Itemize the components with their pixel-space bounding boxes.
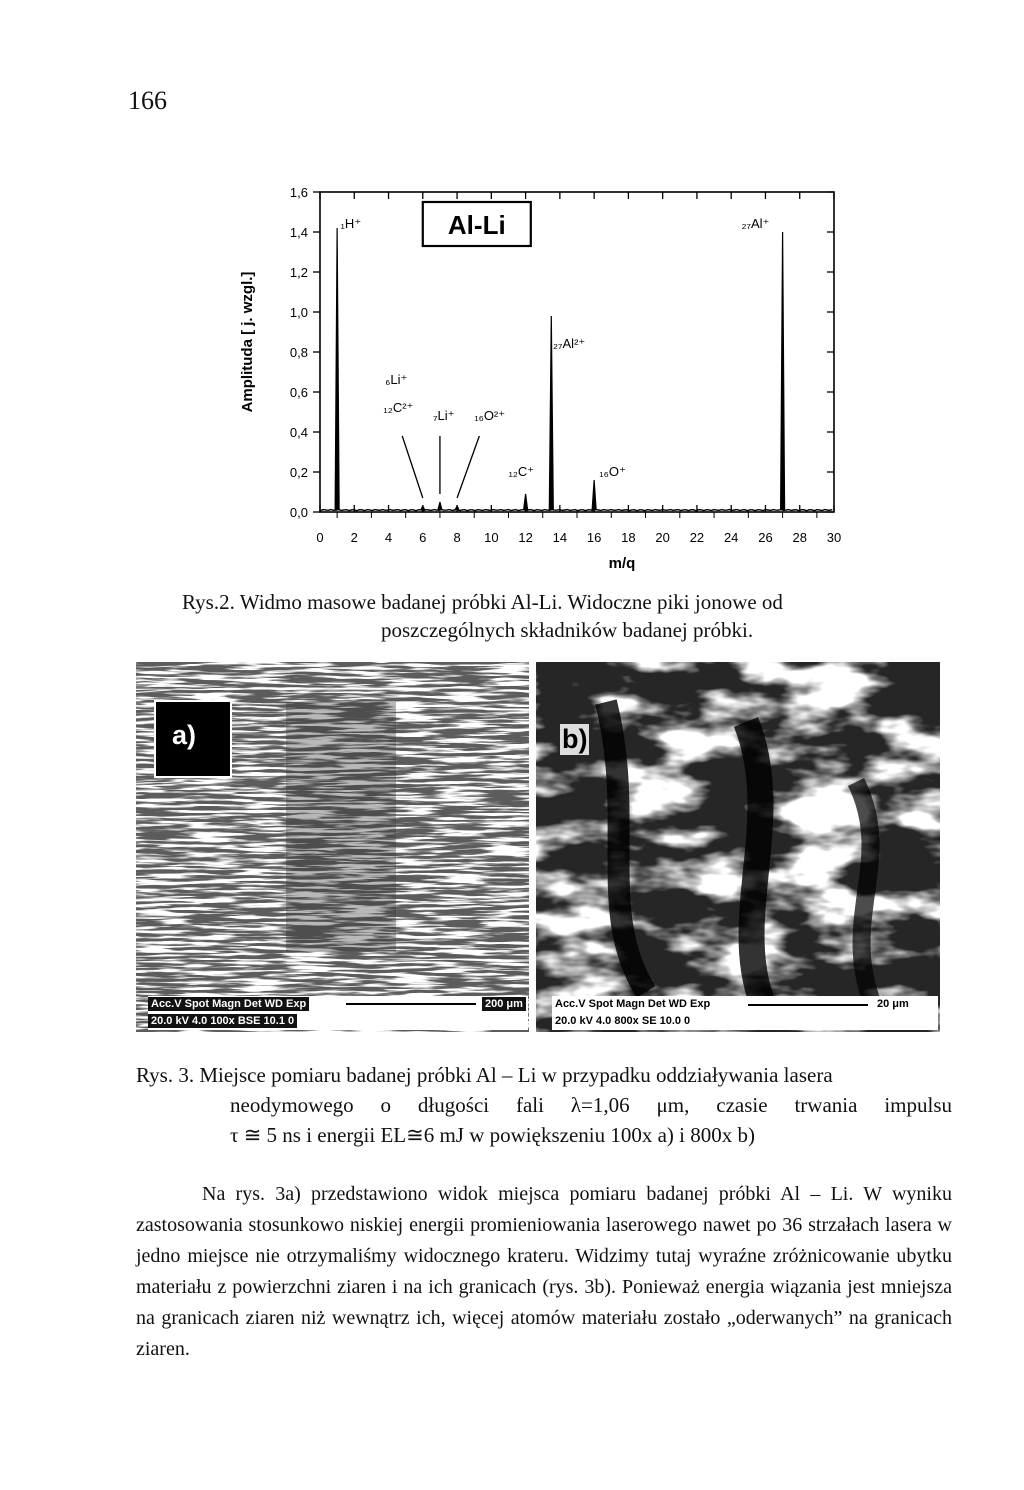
figure3-caption-line1: Rys. 3. Miejsce pomiaru badanej próbki Al – Li w przypadku oddziaływania lasera — [136, 1063, 833, 1087]
x-tick-label: 16 — [586, 530, 602, 545]
sem-bar-b-row2: 20.0 kV 4.0 800x SE 10.0 0 — [555, 1015, 691, 1027]
scale-bar-b — [748, 1004, 868, 1006]
chart-title: Al-Li — [447, 210, 506, 240]
mass-spectrum-chart — [228, 170, 868, 590]
scale-label-a: 200 μm — [482, 997, 526, 1011]
peak-annotation: ₁₂C²⁺ — [383, 400, 414, 415]
spectrum-peak — [438, 502, 442, 510]
y-tick-label: 1,2 — [289, 265, 308, 280]
spectrum-peak — [421, 506, 425, 510]
peak-annotation: ₁H⁺ — [340, 216, 362, 231]
x-tick-label: 0 — [316, 530, 324, 545]
y-tick-label: 1,6 — [289, 185, 308, 200]
y-tick-label: 1,0 — [289, 305, 308, 320]
x-tick-label: 12 — [518, 530, 533, 545]
x-tick-label: 20 — [655, 530, 670, 545]
y-tick-label: 0,8 — [289, 345, 308, 360]
figure3-caption-line3: τ ≅ 5 ns i energii EL≅6 mJ w powiększeniu 100x a) i 800x b) — [230, 1123, 755, 1147]
spectrum-peak — [592, 480, 596, 510]
peak-annotation: ₆Li⁺ — [385, 372, 408, 387]
x-tick-label: 4 — [384, 530, 393, 545]
panel-b-label: b) — [562, 724, 588, 754]
x-axis-label: m/q — [608, 555, 636, 572]
peak-annotation: ₁₆O²⁺ — [474, 408, 506, 423]
sem-bar-b-row1: Acc.V Spot Magn Det WD Exp — [555, 998, 711, 1010]
y-tick-label: 1,4 — [289, 225, 308, 240]
sem-bar-a — [148, 996, 528, 1030]
scale-bar-a — [346, 1003, 476, 1005]
baseline-trace — [321, 510, 832, 511]
y-tick-label: 0,4 — [289, 425, 308, 440]
sem-bar-b — [552, 996, 938, 1030]
spectrum-peak — [524, 494, 528, 510]
figure3-caption-line2: neodymowego o długości fali λ=1,06 μm, czasie trwania impulsu — [230, 1093, 952, 1117]
sem-bar-a-row2: 20.0 kV 4.0 100x BSE 10.1 0 — [148, 1014, 297, 1028]
spectrum-peak — [335, 228, 339, 510]
x-tick-label: 14 — [552, 530, 568, 545]
x-tick-label: 18 — [621, 530, 636, 545]
page-number: 166 — [128, 86, 167, 115]
x-tick-label: 28 — [792, 530, 807, 545]
x-tick-label: 6 — [419, 530, 427, 545]
sem-image-b — [536, 662, 940, 1032]
x-tick-label: 8 — [453, 530, 461, 545]
panel-a-label: a) — [172, 720, 197, 750]
peak-annotation: ₁₆O⁺ — [599, 464, 626, 479]
figure2-caption-line2: poszczególnych składników badanej próbki. — [381, 618, 754, 642]
peak-annotation: ₇Li⁺ — [433, 408, 455, 423]
annotation-arrow — [457, 436, 479, 498]
x-tick-label: 2 — [350, 530, 358, 545]
spectrum-peak — [781, 232, 785, 510]
peak-annotation: ₁₂C⁺ — [508, 464, 535, 479]
plot-frame — [320, 192, 834, 512]
x-tick-label: 10 — [484, 530, 499, 545]
x-tick-label: 22 — [689, 530, 705, 545]
sem-bar-a-row1: Acc.V Spot Magn Det WD Exp — [148, 997, 309, 1011]
y-tick-label: 0,0 — [289, 505, 308, 520]
x-tick-label: 24 — [723, 530, 739, 545]
y-tick-label: 0,2 — [289, 465, 308, 480]
peak-annotation: ₂₇Al²⁺ — [553, 336, 586, 351]
annotation-arrow — [402, 436, 423, 498]
peak-annotation: ₂₇Al⁺ — [741, 216, 770, 231]
x-tick-label: 26 — [758, 530, 773, 545]
figure2-caption-line1: Rys.2. Widmo masowe badanej próbki Al-Li. Widoczne piki jonowe od — [182, 590, 783, 614]
body-paragraph: Na rys. 3a) przedstawiono widok miejsca pomiaru badanej próbki Al – Li. W wyniku zastosowania stosunkowo niskiej energii promieniowania laserowego nawet po 36 strzałach lasera w jedno miejsce nie otrzymaliśmy widocznego krateru. Widzimy tutaj wyraźne zróżnicowanie ubytku materiału z powierzchni ziaren i na ich granicach (rys. 3b). Ponieważ energia wiązania jest mniejsza na granicach ziaren niż wewnątrz ich, więcej atomów materiału zostało „oderwanych” na granicach ziaren. — [136, 1183, 952, 1360]
y-tick-label: 0,6 — [289, 385, 308, 400]
spectrum-peak — [455, 506, 459, 510]
scale-label-b: 20 μm — [877, 998, 909, 1010]
x-tick-label: 30 — [826, 530, 842, 545]
y-axis-label: Amplituda [ j. wzgl.] — [239, 271, 256, 413]
sem-image-a — [136, 662, 529, 1032]
